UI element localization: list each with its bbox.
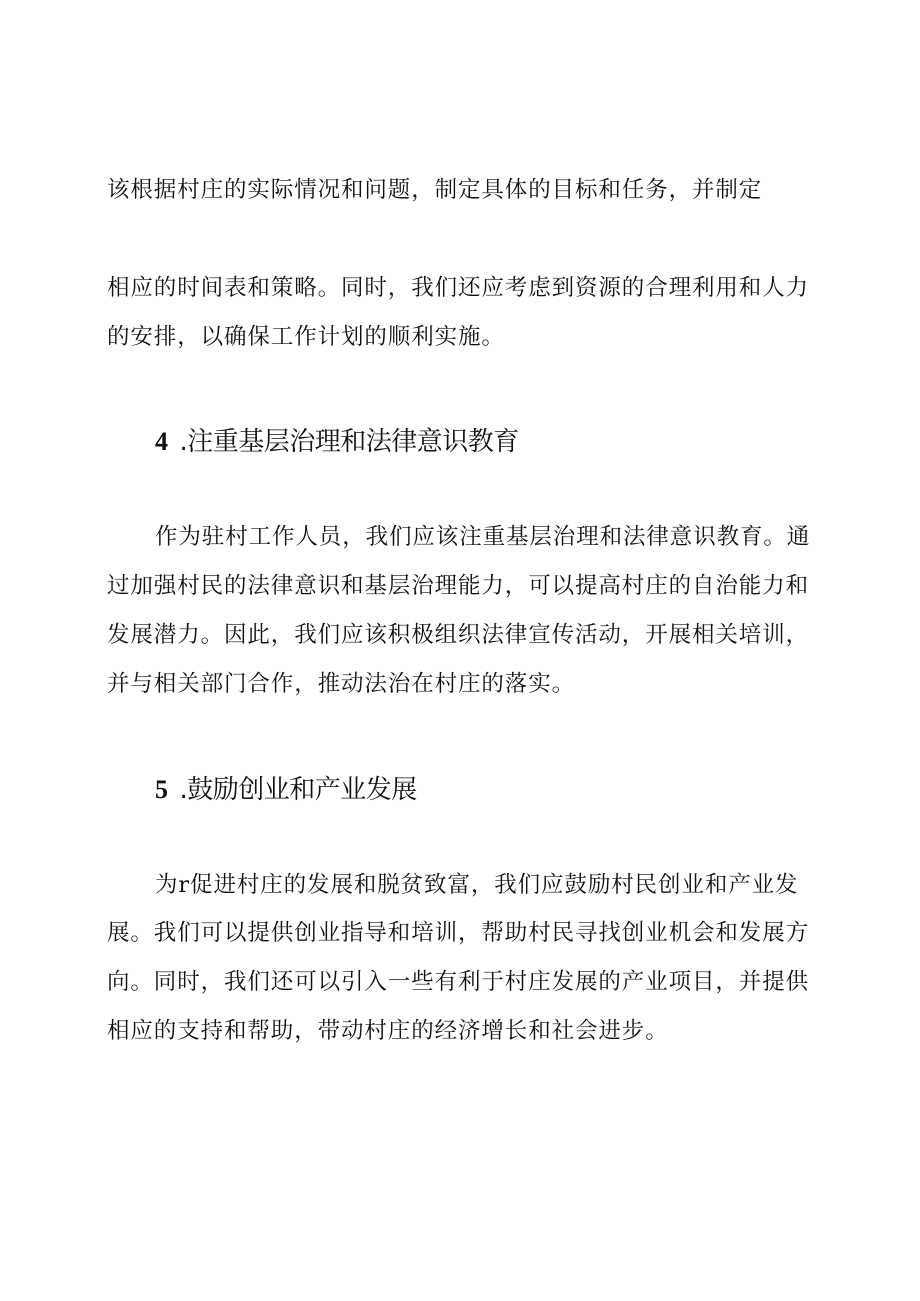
section-4-paragraph-line: 作为驻村工作人员，我们应该注重基层治理和法律意识教育。通 <box>155 524 811 550</box>
section-4-paragraph-line: 过加强村民的法律意识和基层治理能力，可以提高村庄的自治能力和 <box>107 573 810 599</box>
intro-paragraph-line: 的安排，以确保工作计划的顺利实施。 <box>107 324 505 350</box>
section-5-paragraph-line: 展。我们可以提供创业指导和培训，帮助村民寻找创业机会和发展方 <box>107 920 810 946</box>
section-5-paragraph-line: 向。同时，我们还可以引入一些有利于村庄发展的产业项目，并提供 <box>107 969 810 995</box>
section-4-number: 4 <box>155 427 168 456</box>
section-5-paragraph-line: 为r促进村庄的发展和脱贫致富，我们应鼓励村民创业和产业发 <box>155 872 799 898</box>
intro-paragraph-line: 该根据村庄的实际情况和问题，制定具体的目标和任务，并制定 <box>107 177 763 203</box>
section-5-number: 5 <box>155 775 168 804</box>
section-5-title: .鼓励创业和产业发展 <box>179 775 417 805</box>
section-5-heading <box>155 773 417 807</box>
section-4-paragraph-line: 并与相关部门合作，推动法治在村庄的落实。 <box>107 671 576 697</box>
section-4-paragraph-line: 发展潜力。因此，我们应该积极组织法律宣传活动，开展相关培训， <box>107 622 810 648</box>
intro-paragraph-line: 相应的时间表和策略。同时，我们还应考虑到资源的合理利用和人力 <box>107 275 810 301</box>
section-5-paragraph-line: 相应的支持和帮助，带动村庄的经济增长和社会进步。 <box>107 1018 669 1044</box>
section-4-title: .注重基层治理和法律意识教育 <box>179 427 519 457</box>
section-4-heading <box>155 425 519 459</box>
